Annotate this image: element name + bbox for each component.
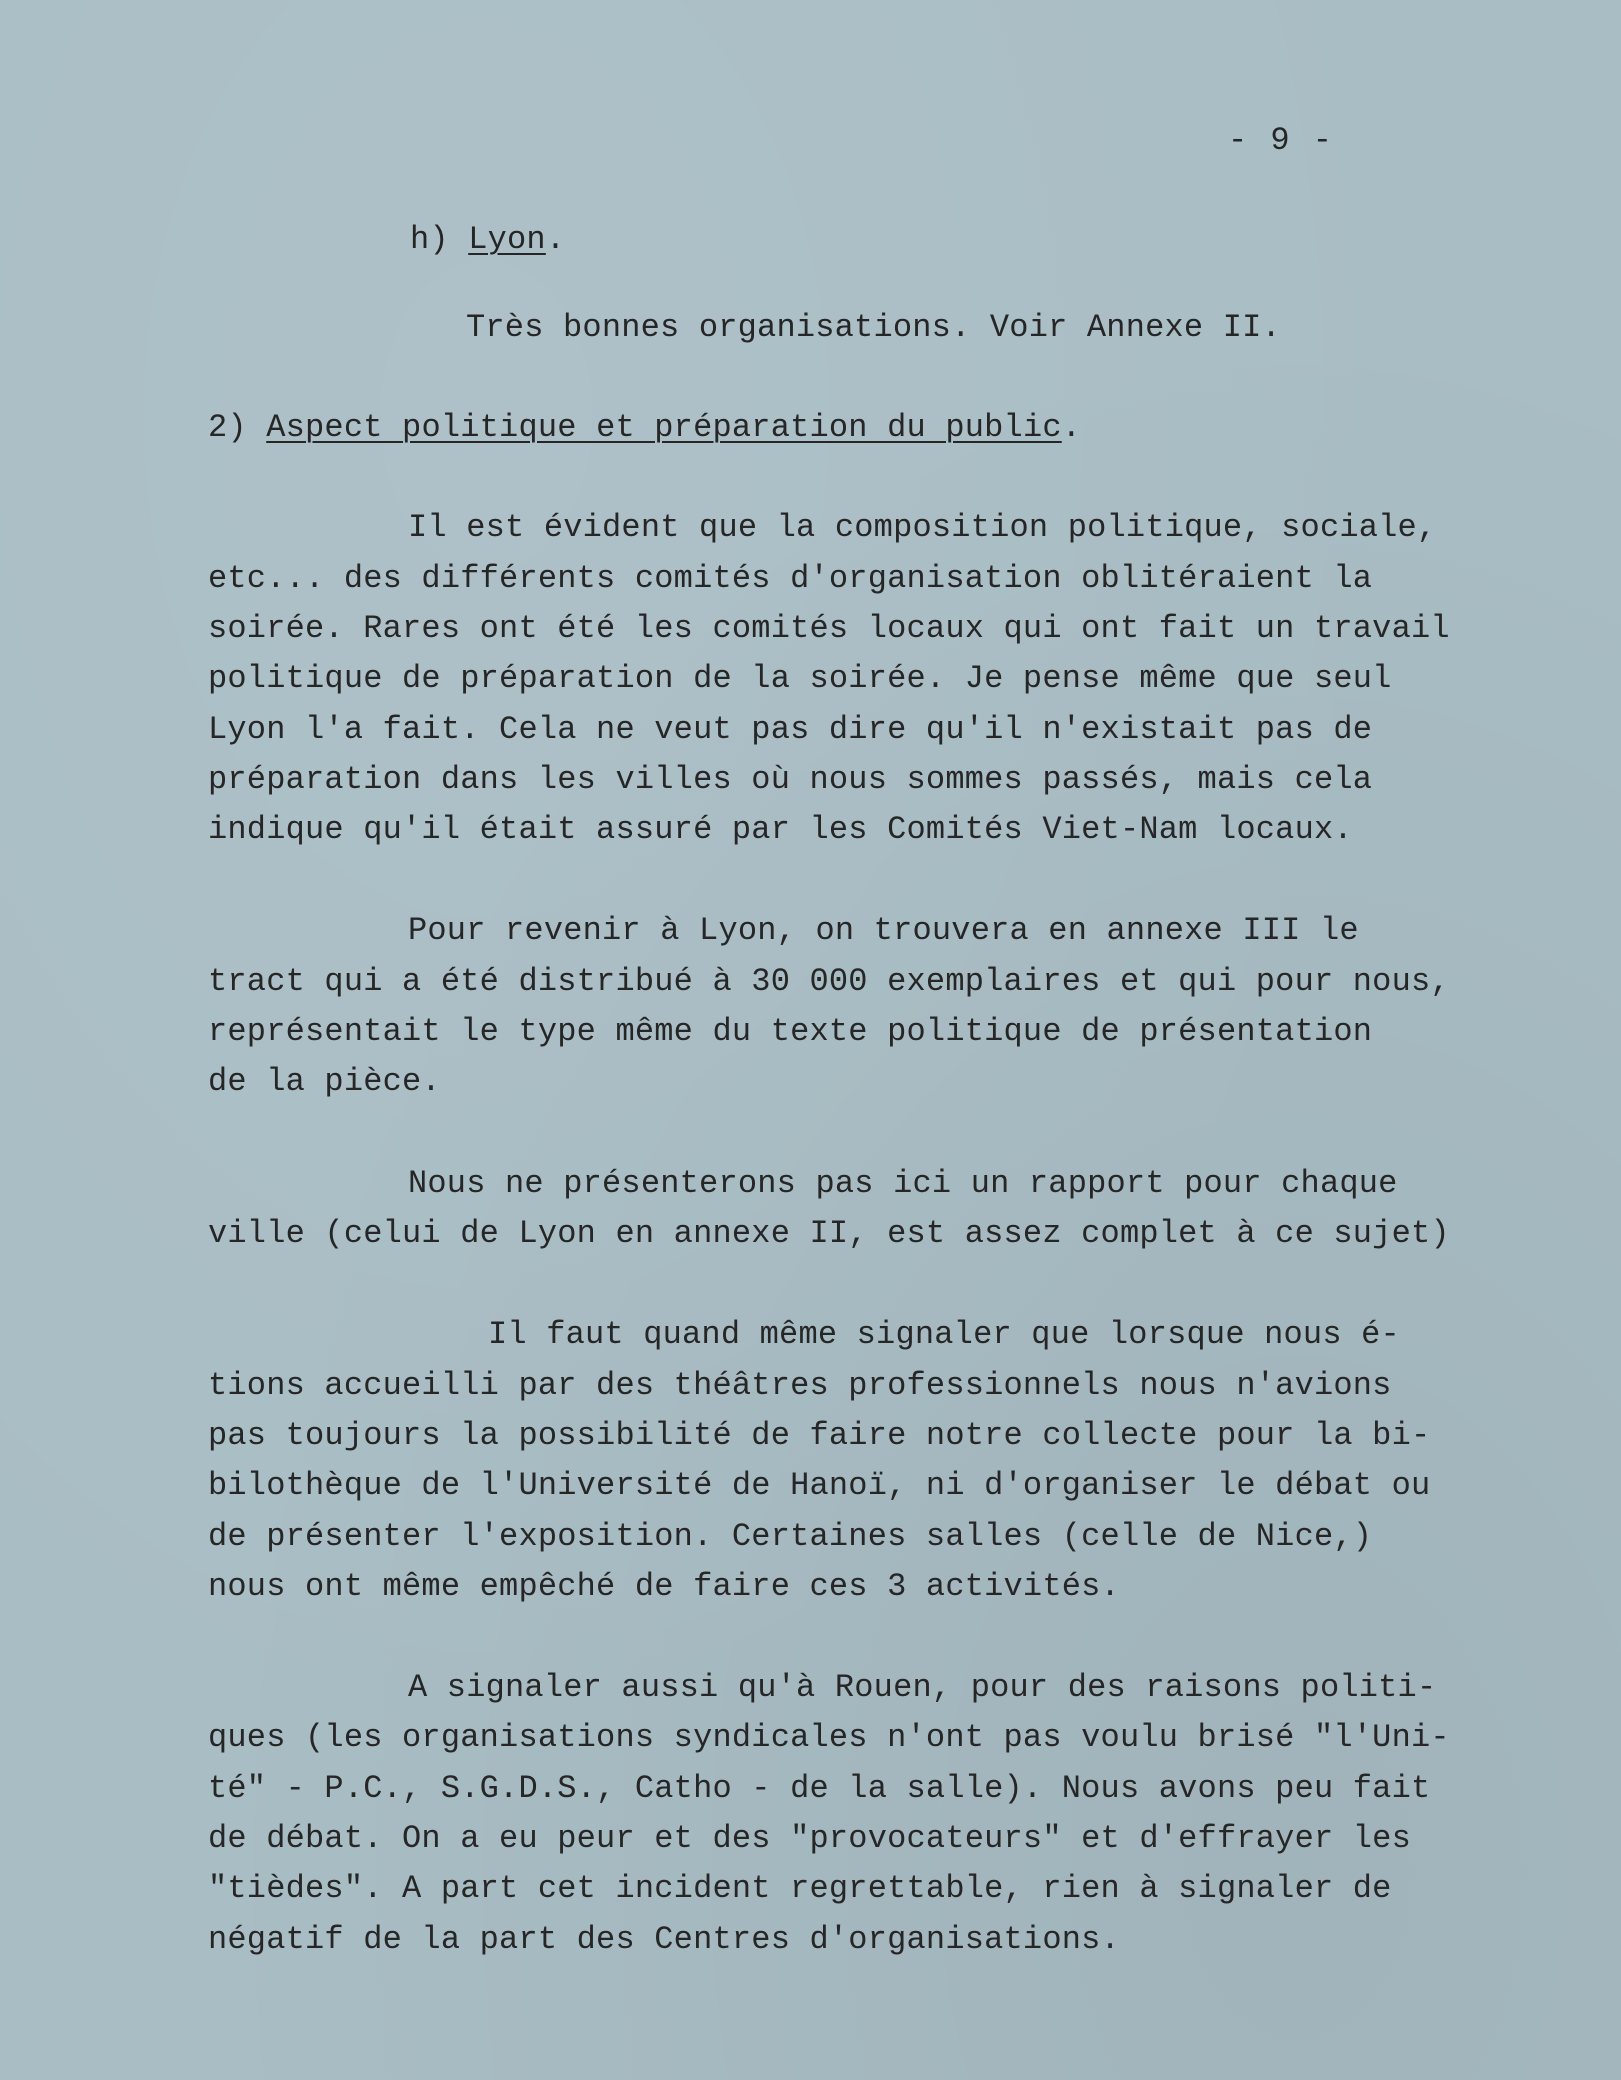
section-2-label: 2) xyxy=(208,409,247,446)
paragraph-3-line-2: ville (celui de Lyon en annexe II, est assez complet à ce sujet) xyxy=(208,1215,1450,1252)
paragraph-4-line-4: bilothèque de l'Université de Hanoï, ni d'organiser le débat ou xyxy=(208,1467,1431,1504)
paragraph-2-line-1: Pour revenir à Lyon, on trouvera en annexe III le xyxy=(408,912,1359,949)
section-2-title: Aspect politique et préparation du public xyxy=(266,409,1062,446)
section-h-title-suffix: . xyxy=(545,221,566,258)
paragraph-4-line-1: Il faut quand même signaler que lorsque nous é- xyxy=(488,1316,1400,1353)
section-2-title-suffix: . xyxy=(1061,409,1082,446)
paragraph-5-line-5: "tièdes". A part cet incident regrettable, rien à signaler de xyxy=(208,1870,1392,1907)
paragraph-4-line-5: de présenter l'exposition. Certaines salles (celle de Nice,) xyxy=(208,1518,1373,1555)
page-number: - 9 - xyxy=(1227,122,1334,159)
paragraph-2-line-4: de la pièce. xyxy=(208,1063,441,1100)
section-h-heading xyxy=(410,220,565,260)
paragraph-4-line-6: nous ont même empêché de faire ces 3 activités. xyxy=(208,1568,1120,1605)
paragraph-2-line-2: tract qui a été distribué à 30 000 exemplaires et qui pour nous, xyxy=(208,963,1450,1000)
paragraph-1-line-2: etc... des différents comités d'organisation oblitéraient la xyxy=(208,560,1373,597)
paragraph-1-line-3: soirée. Rares ont été les comités locaux qui ont fait un travail xyxy=(208,610,1450,647)
paragraph-2-line-3: représentait le type même du texte politique de présentation xyxy=(208,1013,1373,1050)
paragraph-1-line-7: indique qu'il était assuré par les Comités Viet-Nam locaux. xyxy=(208,811,1353,848)
paragraph-1-line-1: Il est évident que la composition politique, sociale, xyxy=(408,509,1437,546)
section-h-title: Lyon xyxy=(468,221,546,258)
section-h-label: h) xyxy=(410,221,449,258)
paragraph-1-line-6: préparation dans les villes où nous sommes passés, mais cela xyxy=(208,761,1373,798)
paragraph-1-line-5: Lyon l'a fait. Cela ne veut pas dire qu'il n'existait pas de xyxy=(208,711,1373,748)
paragraph-5-line-2: ques (les organisations syndicales n'ont pas voulu brisé "l'Uni- xyxy=(208,1719,1450,1756)
paragraph-5-line-3: té" - P.C., S.G.D.S., Catho - de la salle). Nous avons peu fait xyxy=(208,1770,1431,1807)
lyon-summary-line: Très bonnes organisations. Voir Annexe II. xyxy=(466,309,1281,346)
paragraph-1-line-4: politique de préparation de la soirée. Je pense même que seul xyxy=(208,660,1392,697)
paragraph-5-line-4: de débat. On a eu peur et des "provocateurs" et d'effrayer les xyxy=(208,1820,1411,1857)
paragraph-5-line-1: A signaler aussi qu'à Rouen, pour des raisons politi- xyxy=(408,1669,1437,1706)
paragraph-4-line-2: tions accueilli par des théâtres professionnels nous n'avions xyxy=(208,1367,1392,1404)
section-2-heading xyxy=(208,408,1081,448)
paragraph-3-line-1: Nous ne présenterons pas ici un rapport pour chaque xyxy=(408,1165,1398,1202)
paragraph-5-line-6: négatif de la part des Centres d'organisations. xyxy=(208,1921,1120,1958)
paragraph-4-line-3: pas toujours la possibilité de faire notre collecte pour la bi- xyxy=(208,1417,1431,1454)
